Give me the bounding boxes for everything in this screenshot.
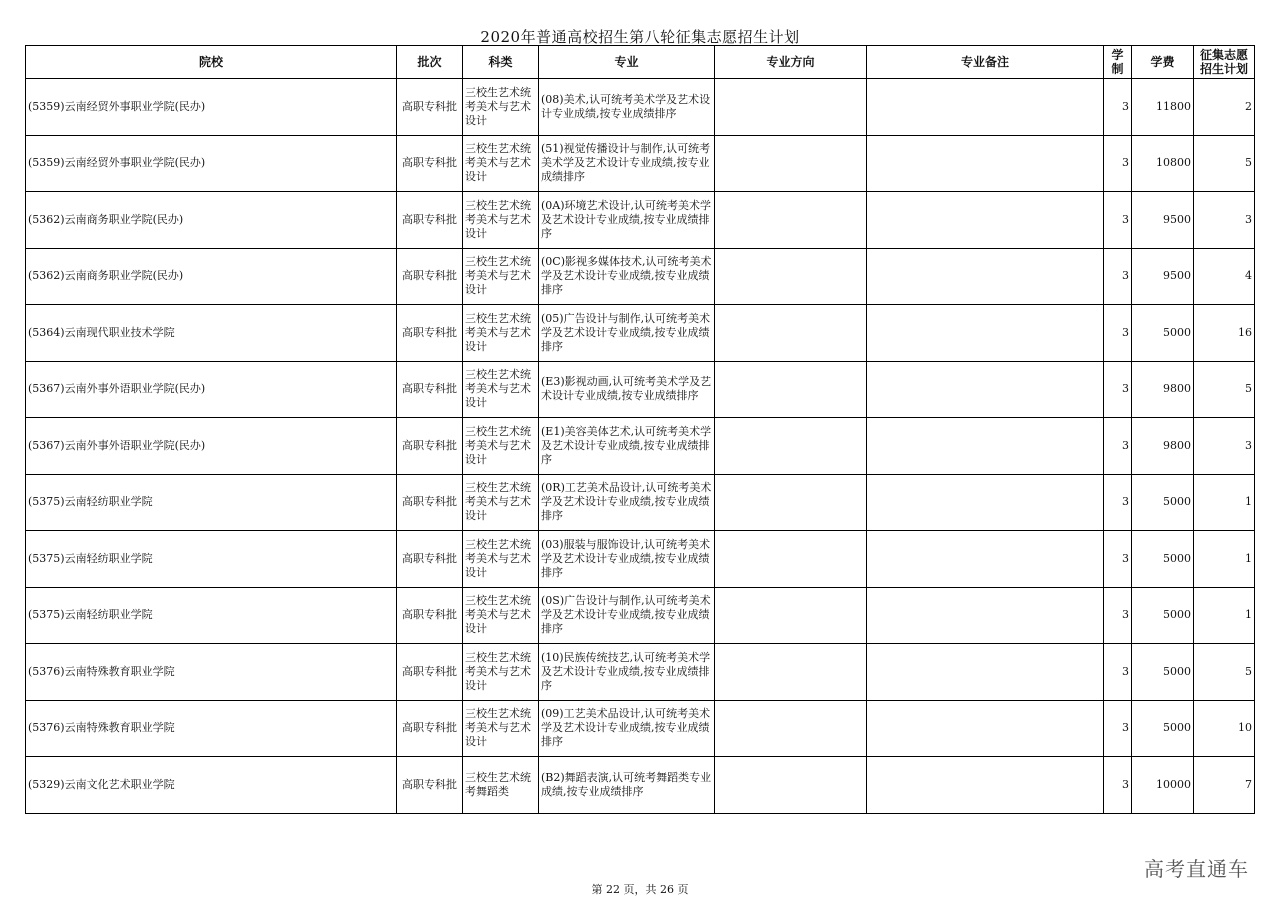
cell-remark — [867, 644, 1104, 701]
cell-subject: 三校生艺术统考美术与艺术设计 — [463, 79, 539, 136]
cell-school: (5375)云南轻纺职业学院 — [26, 474, 397, 531]
cell-fee: 9500 — [1132, 248, 1194, 305]
cell-fee: 5000 — [1132, 587, 1194, 644]
cell-school: (5329)云南文化艺术职业学院 — [26, 757, 397, 814]
cell-plan: 7 — [1194, 757, 1255, 814]
cell-major: (E1)美容美体艺术,认可统考美术学及艺术设计专业成绩,按专业成绩排序 — [539, 418, 715, 475]
cell-fee: 9800 — [1132, 361, 1194, 418]
table-row — [26, 700, 1255, 757]
table-row — [26, 361, 1255, 418]
page-footer: 第 22 页，共 26 页 — [591, 883, 689, 896]
table-row — [26, 248, 1255, 305]
cell-subject: 三校生艺术统考美术与艺术设计 — [463, 644, 539, 701]
cell-major: (E3)影视动画,认可统考美术学及艺术设计专业成绩,按专业成绩排序 — [539, 361, 715, 418]
cell-fee: 5000 — [1132, 700, 1194, 757]
cell-years: 3 — [1104, 79, 1132, 136]
cell-school: (5376)云南特殊教育职业学院 — [26, 644, 397, 701]
cell-fee: 9800 — [1132, 418, 1194, 475]
cell-school: (5359)云南经贸外事职业学院(民办) — [26, 135, 397, 192]
cell-years: 3 — [1104, 700, 1132, 757]
cell-years: 3 — [1104, 135, 1132, 192]
cell-fee: 10800 — [1132, 135, 1194, 192]
cell-remark — [867, 418, 1104, 475]
table-row — [26, 418, 1255, 475]
cell-direction — [715, 700, 867, 757]
cell-plan: 5 — [1194, 644, 1255, 701]
table-row — [26, 474, 1255, 531]
cell-batch: 高职专科批 — [397, 192, 463, 249]
cell-major: (51)视觉传播设计与制作,认可统考美术学及艺术设计专业成绩,按专业成绩排序 — [539, 135, 715, 192]
cell-plan: 1 — [1194, 587, 1255, 644]
table-header-row — [26, 46, 1255, 79]
cell-batch: 高职专科批 — [397, 248, 463, 305]
table-row — [26, 79, 1255, 136]
table-row — [26, 757, 1255, 814]
cell-plan: 16 — [1194, 305, 1255, 362]
cell-school: (5364)云南现代职业技术学院 — [26, 305, 397, 362]
cell-batch: 高职专科批 — [397, 700, 463, 757]
cell-direction — [715, 587, 867, 644]
cell-years: 3 — [1104, 531, 1132, 588]
cell-subject: 三校生艺术统考美术与艺术设计 — [463, 135, 539, 192]
table-row — [26, 135, 1255, 192]
cell-major: (0S)广告设计与制作,认可统考美术学及艺术设计专业成绩,按专业成绩排序 — [539, 587, 715, 644]
cell-batch: 高职专科批 — [397, 135, 463, 192]
cell-major: (0C)影视多媒体技术,认可统考美术学及艺术设计专业成绩,按专业成绩排序 — [539, 248, 715, 305]
cell-subject: 三校生艺术统考美术与艺术设计 — [463, 474, 539, 531]
cell-remark — [867, 248, 1104, 305]
cell-subject: 三校生艺术统考美术与艺术设计 — [463, 418, 539, 475]
header-major: 专业 — [539, 46, 715, 79]
cell-school: (5375)云南轻纺职业学院 — [26, 531, 397, 588]
cell-remark — [867, 135, 1104, 192]
cell-major: (0R)工艺美术品设计,认可统考美术学及艺术设计专业成绩,按专业成绩排序 — [539, 474, 715, 531]
cell-remark — [867, 700, 1104, 757]
cell-years: 3 — [1104, 192, 1132, 249]
cell-subject: 三校生艺术统考舞蹈类 — [463, 757, 539, 814]
cell-years: 3 — [1104, 305, 1132, 362]
cell-batch: 高职专科批 — [397, 587, 463, 644]
header-remark: 专业备注 — [867, 46, 1104, 79]
cell-major: (B2)舞蹈表演,认可统考舞蹈类专业成绩,按专业成绩排序 — [539, 757, 715, 814]
cell-plan: 3 — [1194, 418, 1255, 475]
cell-fee: 5000 — [1132, 531, 1194, 588]
cell-school: (5362)云南商务职业学院(民办) — [26, 248, 397, 305]
cell-remark — [867, 531, 1104, 588]
cell-batch: 高职专科批 — [397, 305, 463, 362]
cell-direction — [715, 757, 867, 814]
cell-batch: 高职专科批 — [397, 531, 463, 588]
cell-plan: 1 — [1194, 474, 1255, 531]
table-row — [26, 644, 1255, 701]
cell-direction — [715, 248, 867, 305]
cell-direction — [715, 644, 867, 701]
cell-plan: 10 — [1194, 700, 1255, 757]
cell-subject: 三校生艺术统考美术与艺术设计 — [463, 361, 539, 418]
cell-batch: 高职专科批 — [397, 474, 463, 531]
cell-subject: 三校生艺术统考美术与艺术设计 — [463, 305, 539, 362]
cell-remark — [867, 79, 1104, 136]
cell-fee: 11800 — [1132, 79, 1194, 136]
cell-subject: 三校生艺术统考美术与艺术设计 — [463, 700, 539, 757]
header-years: 学制 — [1104, 46, 1132, 79]
cell-plan: 1 — [1194, 531, 1255, 588]
cell-school: (5375)云南轻纺职业学院 — [26, 587, 397, 644]
cell-years: 3 — [1104, 644, 1132, 701]
cell-batch: 高职专科批 — [397, 757, 463, 814]
cell-years: 3 — [1104, 418, 1132, 475]
cell-direction — [715, 135, 867, 192]
table-row — [26, 531, 1255, 588]
cell-major: (0A)环境艺术设计,认可统考美术学及艺术设计专业成绩,按专业成绩排序 — [539, 192, 715, 249]
cell-years: 3 — [1104, 248, 1132, 305]
cell-years: 3 — [1104, 587, 1132, 644]
header-subject: 科类 — [463, 46, 539, 79]
cell-school: (5362)云南商务职业学院(民办) — [26, 192, 397, 249]
cell-direction — [715, 79, 867, 136]
cell-direction — [715, 361, 867, 418]
cell-batch: 高职专科批 — [397, 361, 463, 418]
cell-plan: 5 — [1194, 361, 1255, 418]
cell-years: 3 — [1104, 757, 1132, 814]
cell-fee: 5000 — [1132, 474, 1194, 531]
watermark-text: 高考直通车 — [1144, 857, 1249, 881]
cell-batch: 高职专科批 — [397, 418, 463, 475]
cell-direction — [715, 418, 867, 475]
header-plan: 征集志愿招生计划 — [1194, 46, 1255, 79]
cell-remark — [867, 587, 1104, 644]
cell-remark — [867, 361, 1104, 418]
cell-direction — [715, 474, 867, 531]
cell-school: (5367)云南外事外语职业学院(民办) — [26, 418, 397, 475]
table-row — [26, 305, 1255, 362]
table-row — [26, 587, 1255, 644]
cell-years: 3 — [1104, 474, 1132, 531]
cell-major: (08)美术,认可统考美术学及艺术设计专业成绩,按专业成绩排序 — [539, 79, 715, 136]
page-title: 2020年普通高校招生第八轮征集志愿招生计划 — [480, 28, 800, 46]
cell-plan: 3 — [1194, 192, 1255, 249]
header-direction: 专业方向 — [715, 46, 867, 79]
cell-remark — [867, 757, 1104, 814]
cell-fee: 9500 — [1132, 192, 1194, 249]
cell-school: (5376)云南特殊教育职业学院 — [26, 700, 397, 757]
cell-subject: 三校生艺术统考美术与艺术设计 — [463, 248, 539, 305]
cell-direction — [715, 531, 867, 588]
cell-school: (5367)云南外事外语职业学院(民办) — [26, 361, 397, 418]
cell-subject: 三校生艺术统考美术与艺术设计 — [463, 587, 539, 644]
cell-major: (09)工艺美术品设计,认可统考美术学及艺术设计专业成绩,按专业成绩排序 — [539, 700, 715, 757]
cell-subject: 三校生艺术统考美术与艺术设计 — [463, 531, 539, 588]
cell-major: (05)广告设计与制作,认可统考美术学及艺术设计专业成绩,按专业成绩排序 — [539, 305, 715, 362]
enrollment-plan-table — [25, 45, 1255, 814]
cell-major: (10)民族传统技艺,认可统考美术学及艺术设计专业成绩,按专业成绩排序 — [539, 644, 715, 701]
cell-school: (5359)云南经贸外事职业学院(民办) — [26, 79, 397, 136]
cell-fee: 5000 — [1132, 305, 1194, 362]
cell-remark — [867, 192, 1104, 249]
cell-plan: 4 — [1194, 248, 1255, 305]
table-body — [26, 79, 1255, 814]
cell-subject: 三校生艺术统考美术与艺术设计 — [463, 192, 539, 249]
cell-remark — [867, 305, 1104, 362]
cell-batch: 高职专科批 — [397, 644, 463, 701]
cell-direction — [715, 192, 867, 249]
cell-remark — [867, 474, 1104, 531]
cell-fee: 5000 — [1132, 644, 1194, 701]
header-batch: 批次 — [397, 46, 463, 79]
cell-years: 3 — [1104, 361, 1132, 418]
cell-fee: 10000 — [1132, 757, 1194, 814]
cell-batch: 高职专科批 — [397, 79, 463, 136]
cell-plan: 2 — [1194, 79, 1255, 136]
cell-major: (03)服装与服饰设计,认可统考美术学及艺术设计专业成绩,按专业成绩排序 — [539, 531, 715, 588]
header-school: 院校 — [26, 46, 397, 79]
header-fee: 学费 — [1132, 46, 1194, 79]
cell-direction — [715, 305, 867, 362]
cell-plan: 5 — [1194, 135, 1255, 192]
table-row — [26, 192, 1255, 249]
